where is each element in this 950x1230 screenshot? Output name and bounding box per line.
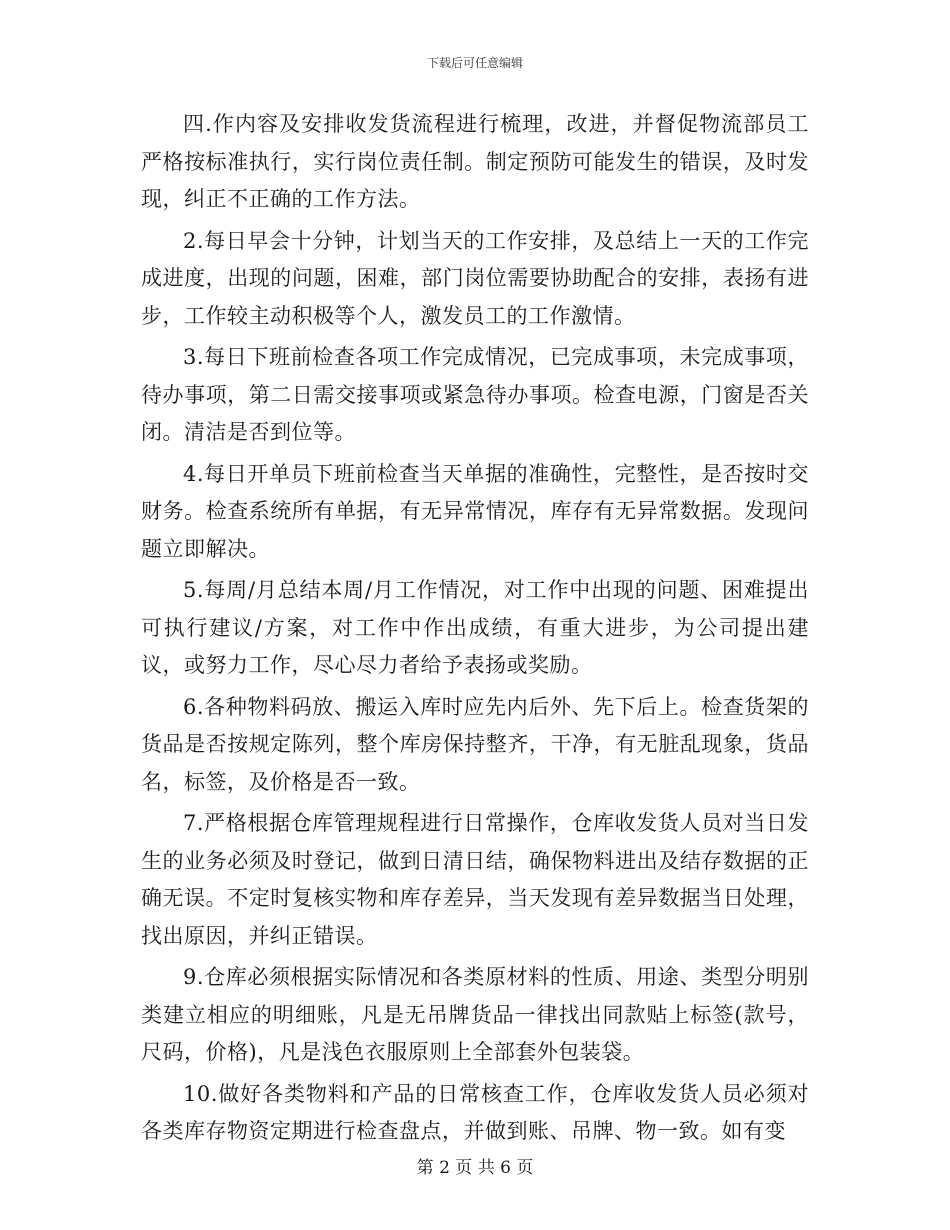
paragraph-4: 四.作内容及安排收发货流程进行梳理，改进，并督促物流部员工严格按标准执行，实行岗位责任制。制定预防可能发生的错误，及时发现，纠正不正确的工作方法。 (141, 112, 809, 211)
paragraph-4b: 4.每日开单员下班前检查当天单据的准确性，完整性，是否按时交财务。检查系统所有单据，有无异常情况，库存有无异常数据。发现问题立即解决。 (141, 461, 809, 561)
paragraph-10: 10.做好各类物料和产品的日常核查工作，仓库收发货人员必须对各类库存物资定期进行检查盘点，并做到账、吊牌、物一致。如有变 (141, 1081, 809, 1143)
paragraph-6: 6.各种物料码放、搬运入库时应先内后外、先下后上。检查货架的货品是否按规定陈列，整个库房保持整齐，干净，有无脏乱现象，货品名，标签，及价格是否一致。 (141, 694, 809, 794)
page-header: 下载后可任意编辑 (426, 56, 523, 70)
paragraph-5: 5.每周/月总结本周/月工作情况，对工作中出现的问题、困难提出可执行建议/方案，对工作中作出成绩，有重大进步，为公司提出建议，或努力工作，尽心尽力者给予表扬或奖励。 (141, 578, 809, 677)
document-body (141, 106, 809, 1155)
paragraph-3: 3.每日下班前检查各项工作完成情况，已完成事项，未完成事项，待办事项，第二日需交接事项或紧急待办事项。检查电源，门窗是否关闭。清洁是否到位等。 (141, 345, 809, 444)
paragraph-2: 2.每日早会十分钟，计划当天的工作安排，及总结上一天的工作完成进度，出现的问题，困难，部门岗位需要协助配合的安排，表扬有进步，工作较主动积极等个人，激发员工的工作激情。 (141, 228, 809, 328)
page-number: 第 2 页 共 6 页 (416, 1158, 534, 1178)
paragraph-9: 9.仓库必须根据实际情况和各类原材料的性质、用途、类型分明别类建立相应的明细账，凡是无吊牌货品一律找出同款贴上标签(款号，尺码，价格)，凡是浅色衣服原则上全部套外包装袋。 (141, 965, 809, 1064)
paragraph-7: 7.严格根据仓库管理规程进行日常操作，仓库收发货人员对当日发生的业务必须及时登记，做到日清日结，确保物料进出及结存数据的正确无误。不定时复核实物和库存差异，当天发现有差异数据当日处理，找出原因，并纠正错误。 (141, 811, 809, 948)
